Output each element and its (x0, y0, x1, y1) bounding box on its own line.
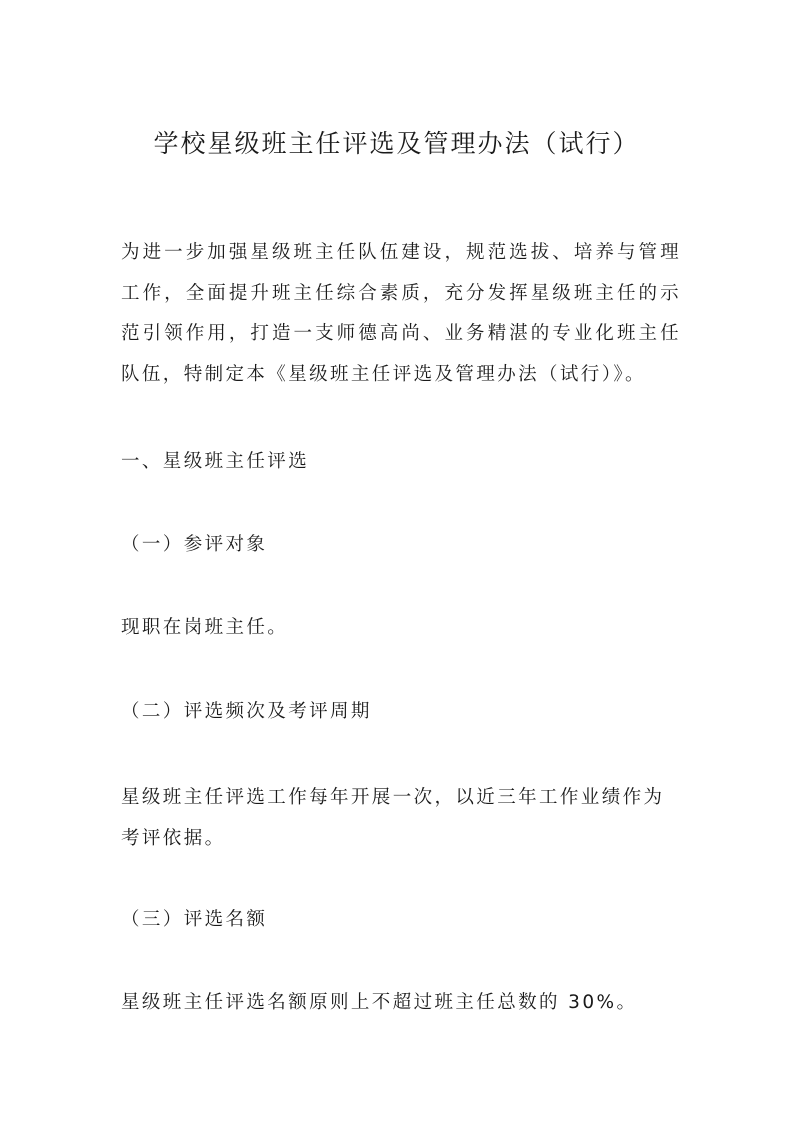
frequency-text: 星级班主任评选工作每年开展一次，以近三年工作业绩作为考评依据。 (121, 787, 665, 849)
quota-text: 星级班主任评选名额原则上不超过班主任总数的 30%。 (121, 992, 638, 1013)
subsection-heading-frequency: （二）评选频次及考评周期 (121, 701, 372, 722)
document-title: 学校星级班主任评选及管理办法（试行） (153, 129, 640, 158)
intro-paragraph: 为进一步加强星级班主任队伍建设，规范选拔、培养与管理工作，全面提升班主任综合素质，充分发挥星级班主任的示范引领作用，打造一支师德高尚、业务精湛的专业化班主任队伍，特制定本《星级班主任评选及管理办法（试行）》。 (121, 242, 681, 385)
subsection-heading-participants: （一）参评对象 (121, 534, 268, 555)
section-heading: 一、星级班主任评选 (121, 451, 310, 472)
participants-text: 现职在岗班主任。 (121, 617, 289, 638)
subsection-heading-quota: （三）评选名额 (121, 909, 268, 930)
